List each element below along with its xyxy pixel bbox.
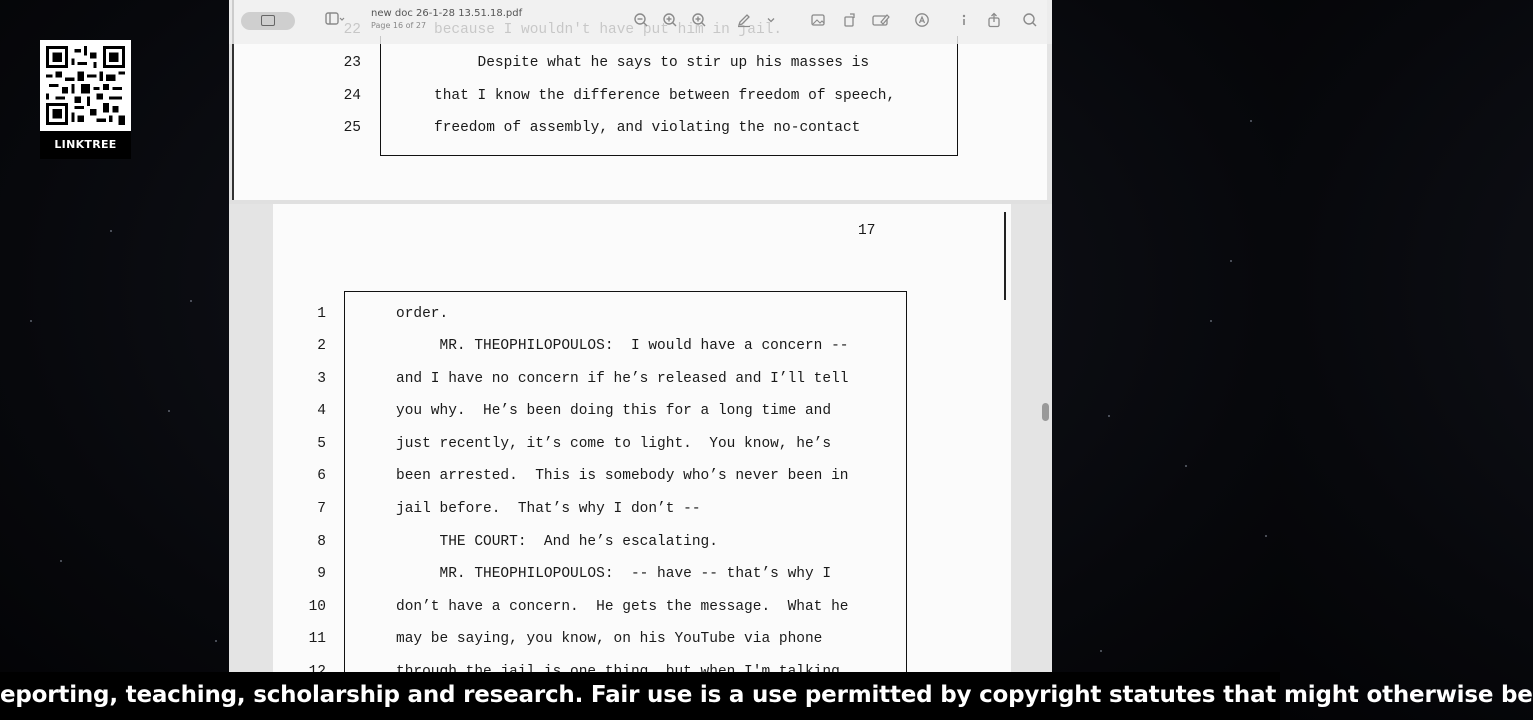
line-number: 11	[308, 631, 326, 647]
markup-button[interactable]	[734, 12, 754, 32]
line-number: 7	[317, 501, 326, 517]
sidebar-toggle-icon	[261, 15, 275, 26]
chevron-down-icon	[766, 15, 776, 25]
transcript-line: THE COURT: And he’s escalating.	[396, 534, 718, 550]
search-icon	[1022, 12, 1038, 28]
transcript-line: MR. THEOPHILOPOULOS: -- have -- that’s why I	[396, 566, 832, 582]
sidebar-toggle-button[interactable]	[241, 12, 295, 30]
rotate-icon	[842, 12, 858, 28]
transcript-line: been arrested. This is somebody who’s never been in	[396, 468, 849, 484]
form-icon	[872, 12, 890, 28]
line-number: 9	[317, 566, 326, 582]
transcript-line: MR. THEOPHILOPOULOS: I would have a concern --	[396, 338, 849, 354]
pdf-viewer-window	[229, 0, 1052, 672]
zoom-out-button[interactable]	[631, 12, 651, 32]
share-button[interactable]	[984, 12, 1004, 32]
qr-code-image	[40, 40, 131, 131]
transcript-line: don’t have a concern. He gets the message. What he	[396, 599, 849, 615]
transcript-line: and I have no concern if he’s released and I’ll tell	[396, 371, 849, 387]
page-indicator: Page 16 of 27	[371, 21, 427, 30]
annotate-button[interactable]	[912, 12, 932, 32]
line-number: 4	[317, 403, 326, 419]
line-number: 1	[317, 306, 326, 322]
info-button[interactable]	[956, 12, 972, 32]
image-button[interactable]	[808, 12, 828, 32]
transcript-line: order.	[396, 306, 449, 322]
sidebar-view-button[interactable]	[321, 12, 349, 32]
rotate-button[interactable]	[840, 12, 860, 32]
vertical-scrollbar-thumb[interactable]	[1042, 403, 1049, 421]
line-number: 2	[317, 338, 326, 354]
zoom-out-icon	[633, 12, 649, 28]
form-button[interactable]	[870, 12, 892, 32]
annotate-icon	[914, 12, 930, 28]
share-icon	[986, 12, 1002, 28]
image-icon	[810, 12, 826, 28]
toolbar	[229, 0, 1052, 44]
document-canvas[interactable]	[229, 0, 1052, 672]
line-number: 25	[343, 120, 361, 136]
document-title: new doc 26-1-28 13.51.18.pdf	[371, 8, 523, 19]
markup-pen-icon	[736, 12, 752, 28]
line-number: 10	[308, 599, 326, 615]
qr-code-badge[interactable]	[40, 40, 131, 159]
page-number: 17	[858, 223, 876, 239]
transcript-line: just recently, it’s come to light. You know, he’s	[396, 436, 832, 452]
search-button[interactable]	[1020, 12, 1040, 32]
transcript-line: you why. He’s been doing this for a long time and	[396, 403, 832, 419]
sidebar-view-icon	[325, 12, 345, 26]
transcript-line: freedom of assembly, and violating the no-contact	[434, 120, 861, 136]
line-number: 6	[317, 468, 326, 484]
page-17	[273, 204, 1011, 672]
search-doc-icon	[691, 12, 707, 28]
transcript-line: that I know the difference between freedom of speech,	[434, 88, 896, 104]
zoom-in-button[interactable]	[660, 12, 680, 32]
qr-code-label: LINKTREE	[40, 131, 131, 159]
line-number: 8	[317, 534, 326, 550]
line-number: 24	[343, 88, 361, 104]
transcript-line: Despite what he says to stir up his masses is	[434, 55, 870, 71]
transcript-line: jail before. That’s why I don’t --	[396, 501, 701, 517]
line-number: 5	[317, 436, 326, 452]
line-number: 23	[343, 55, 361, 71]
transcript-line: may be saying, you know, on his YouTube via phone	[396, 631, 823, 647]
fair-use-ticker: eporting, teaching, scholarship and research. Fair use is a use permitted by copyright statutes that might otherwise be	[0, 672, 1280, 720]
zoom-in-icon	[662, 12, 678, 28]
search-doc-button[interactable]	[689, 12, 709, 32]
line-number: 3	[317, 371, 326, 387]
page-edge-rule	[1004, 212, 1006, 300]
markup-menu-button[interactable]	[765, 12, 777, 32]
info-icon	[959, 12, 969, 28]
